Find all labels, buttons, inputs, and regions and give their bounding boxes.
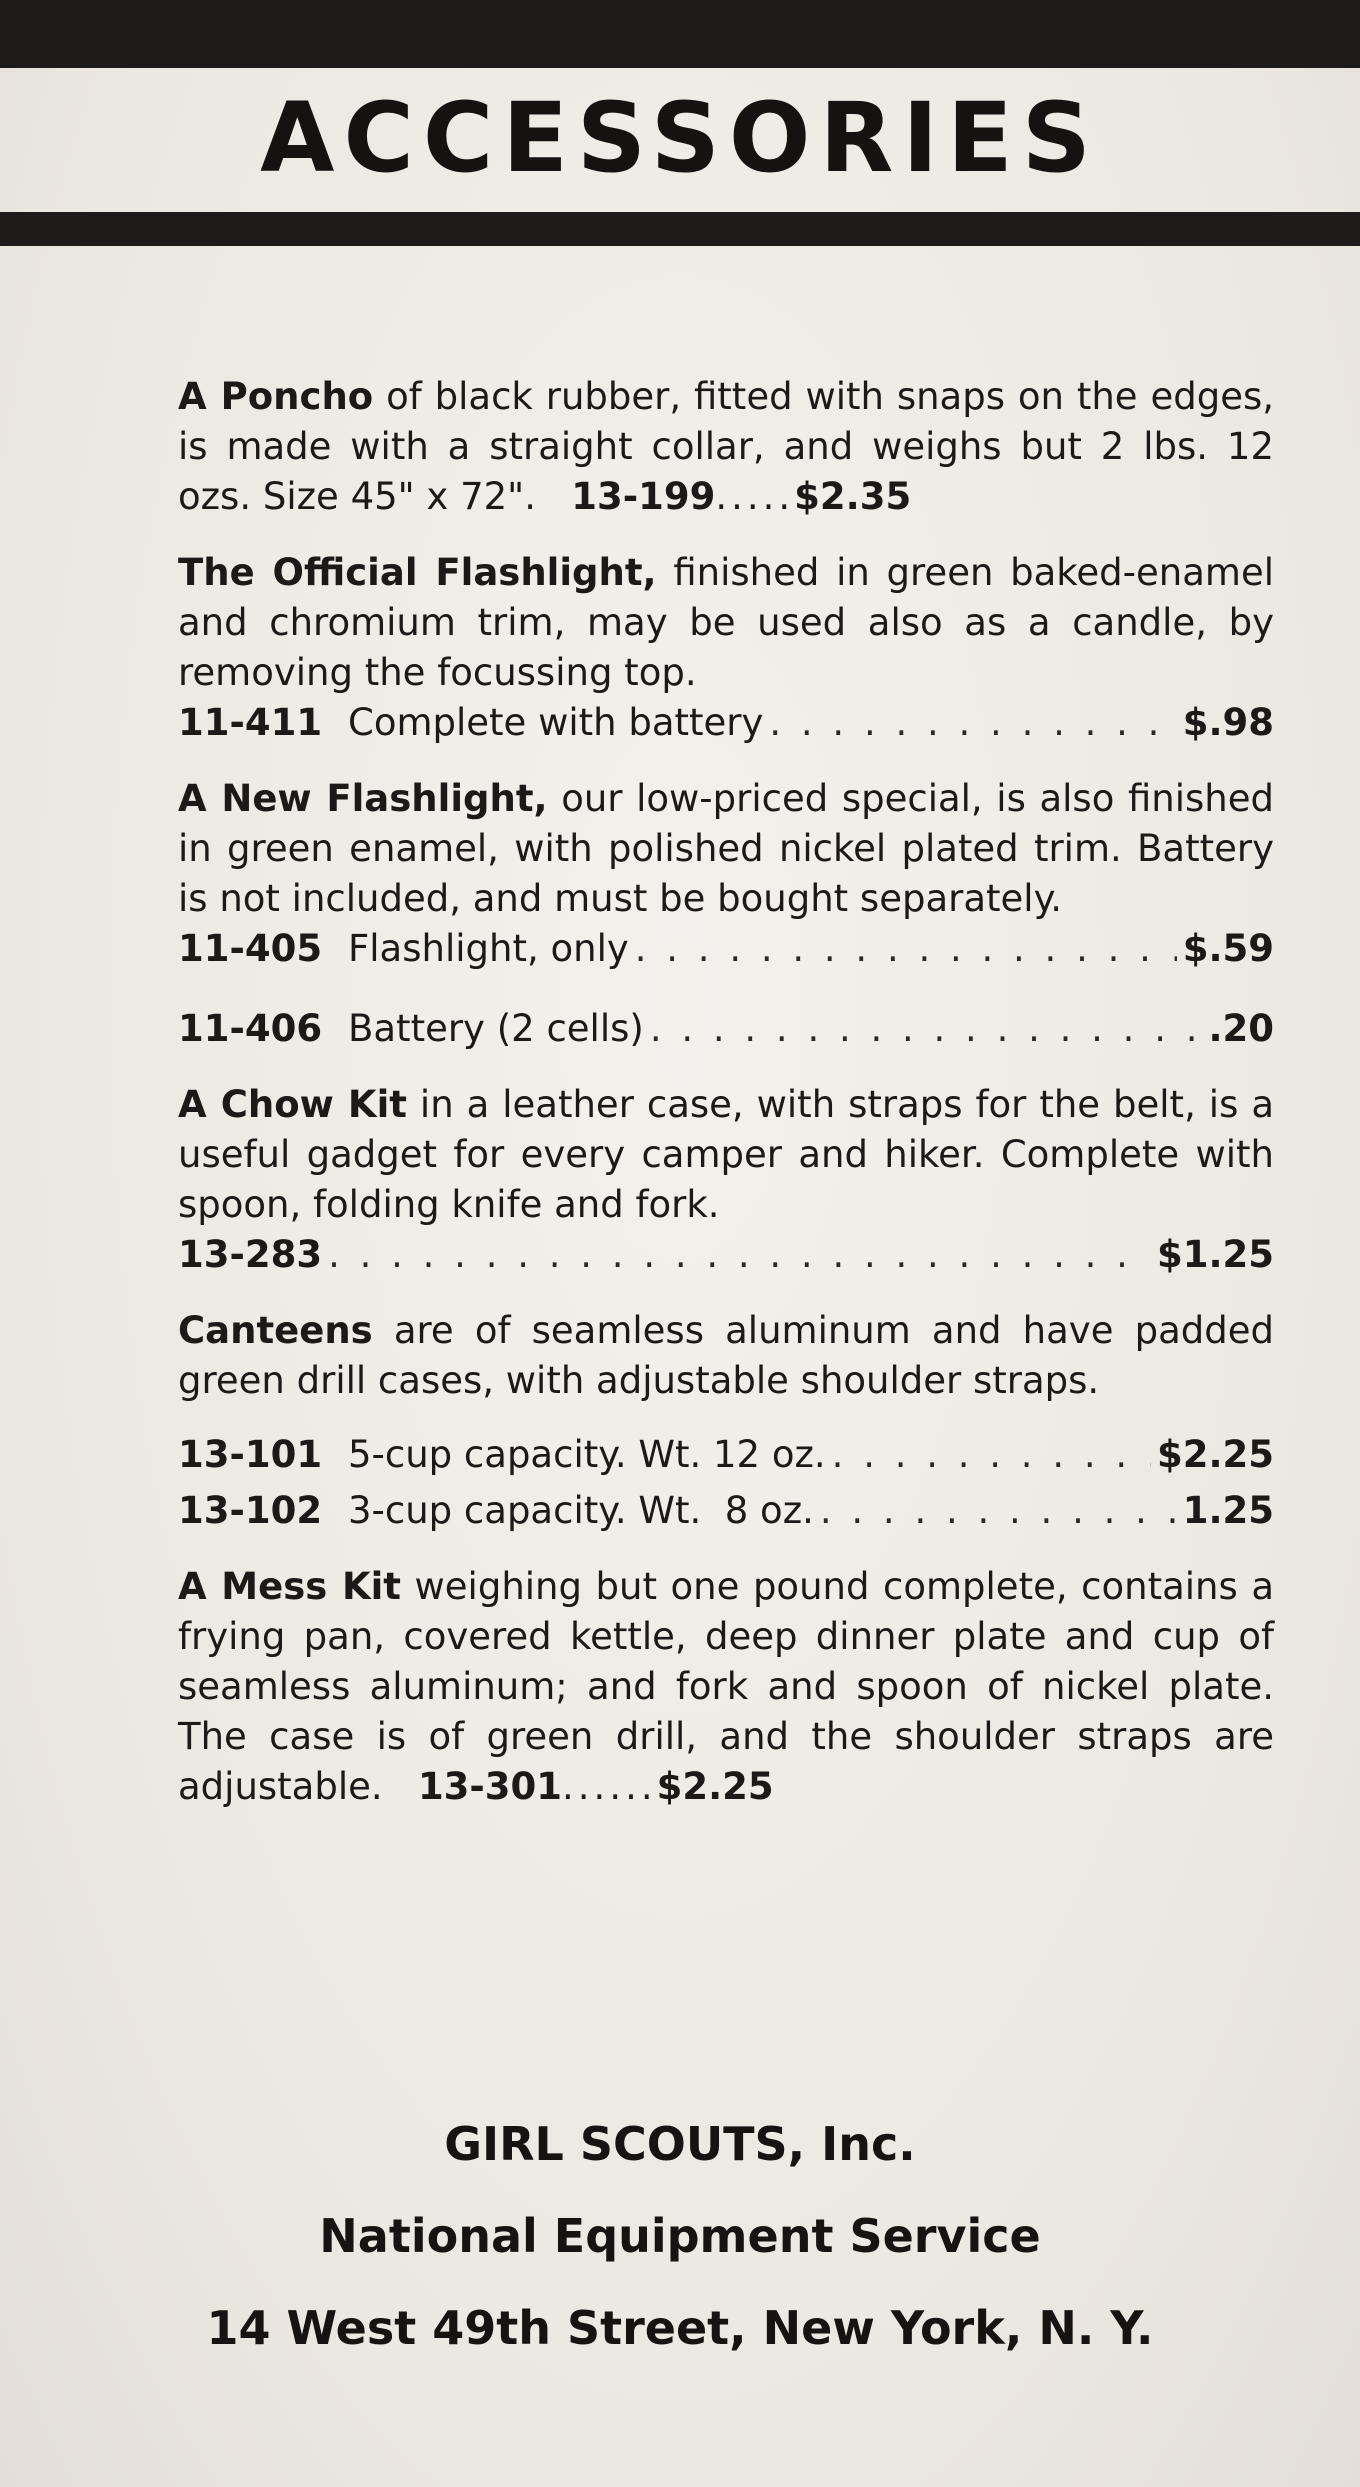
- price-row: [178, 1486, 1274, 1536]
- dot-leader: [832, 1430, 1151, 1480]
- price-row: [178, 1230, 1274, 1280]
- item-description: Battery (2 cells): [348, 1007, 644, 1050]
- poncho-description: of black rubber, fitted with snaps on the edges, is made with a straight collar, and weighs but 2 lbs. 12 ozs. Size 45" x 72".: [178, 375, 1274, 518]
- new-flashlight-description: our low-priced special, is also finished in green enamel, with polished nickel plated trim. Battery is not included, and must be bought separately.: [178, 777, 1274, 920]
- item-description: Complete with battery: [348, 701, 764, 744]
- item-description: 5-cup capacity. Wt. 12 oz.: [348, 1433, 826, 1476]
- mess-kit-code: 13-301: [417, 1765, 563, 1808]
- official-flashlight-name: The Official Flashlight,: [178, 551, 657, 594]
- dot-leader: [769, 698, 1176, 748]
- chow-kit-name: A Chow Kit: [178, 1083, 407, 1126]
- item-price: $2.25: [1156, 1433, 1274, 1476]
- mess-kit-description: weighing but one pound complete, contains a frying pan, covered kettle, deep dinner plate and cup of seamless aluminum; and fork and spoon of nickel plate. The case is of green drill, and the shoulder straps are adjustable.: [178, 1565, 1274, 1808]
- poncho-price: $2.35: [794, 475, 912, 518]
- chow-kit-description: in a leather case, with straps for the belt, is a useful gadget for every camper and hiker. Complete with spoon, folding knife and fork.: [178, 1083, 1274, 1226]
- publisher-department: National Equipment Service: [319, 2209, 1041, 2263]
- poncho-leader: .....: [715, 475, 795, 518]
- item-code: 11-411: [178, 701, 323, 744]
- new-flashlight-name: A New Flashlight,: [178, 777, 548, 820]
- item-code: 11-406: [178, 1007, 323, 1050]
- poncho-entry: [178, 372, 1274, 522]
- item-description: 3-cup capacity. Wt. 8 oz.: [348, 1489, 814, 1532]
- dot-leader: [635, 924, 1177, 974]
- item-price: .20: [1208, 1007, 1274, 1050]
- price-row: [178, 924, 1274, 974]
- title-underline-band: [0, 212, 1360, 246]
- item-code: 13-101: [178, 1433, 323, 1476]
- new-flashlight-entry: [178, 774, 1274, 1054]
- mess-kit-leader: ......: [562, 1765, 657, 1808]
- poncho-name: A Poncho: [178, 375, 374, 418]
- official-flashlight-description: finished in green baked-enamel and chromium trim, may be used also as a candle, by removing the focussing top.: [178, 551, 1274, 694]
- page-title: ACCESSORIES: [260, 82, 1100, 194]
- dot-leader: [650, 1004, 1203, 1054]
- canteens-entry: [178, 1306, 1274, 1536]
- canteens-name: Canteens: [178, 1309, 373, 1352]
- chow-kit-entry: [178, 1080, 1274, 1280]
- price-row: [178, 698, 1274, 748]
- publisher-footer: [0, 2098, 1360, 2374]
- mess-kit-name: A Mess Kit: [178, 1565, 401, 1608]
- item-price: 1.25: [1182, 1489, 1274, 1532]
- publisher-name: GIRL SCOUTS, Inc.: [444, 2117, 916, 2171]
- item-price: $.59: [1182, 927, 1274, 970]
- item-price: $.98: [1182, 701, 1274, 744]
- mess-kit-price: $2.25: [656, 1765, 774, 1808]
- price-row: [178, 1004, 1274, 1054]
- item-code: 13-102: [178, 1489, 323, 1532]
- item-code: 11-405: [178, 927, 323, 970]
- item-price: $1.25: [1156, 1233, 1274, 1276]
- top-black-band: [0, 0, 1360, 68]
- mess-kit-entry: [178, 1562, 1274, 1812]
- item-code: 13-283: [178, 1233, 323, 1276]
- item-description: Flashlight, only: [348, 927, 629, 970]
- price-row: [178, 1430, 1274, 1480]
- official-flashlight-entry: [178, 548, 1274, 748]
- dot-leader: [328, 1230, 1151, 1280]
- canteens-description: are of seamless aluminum and have padded green drill cases, with adjustable shoulder straps.: [178, 1309, 1274, 1402]
- dot-leader: [820, 1486, 1177, 1536]
- publisher-address: 14 West 49th Street, New York, N. Y.: [206, 2301, 1154, 2355]
- poncho-code: 13-199: [571, 475, 716, 518]
- accessories-list: [178, 372, 1274, 1838]
